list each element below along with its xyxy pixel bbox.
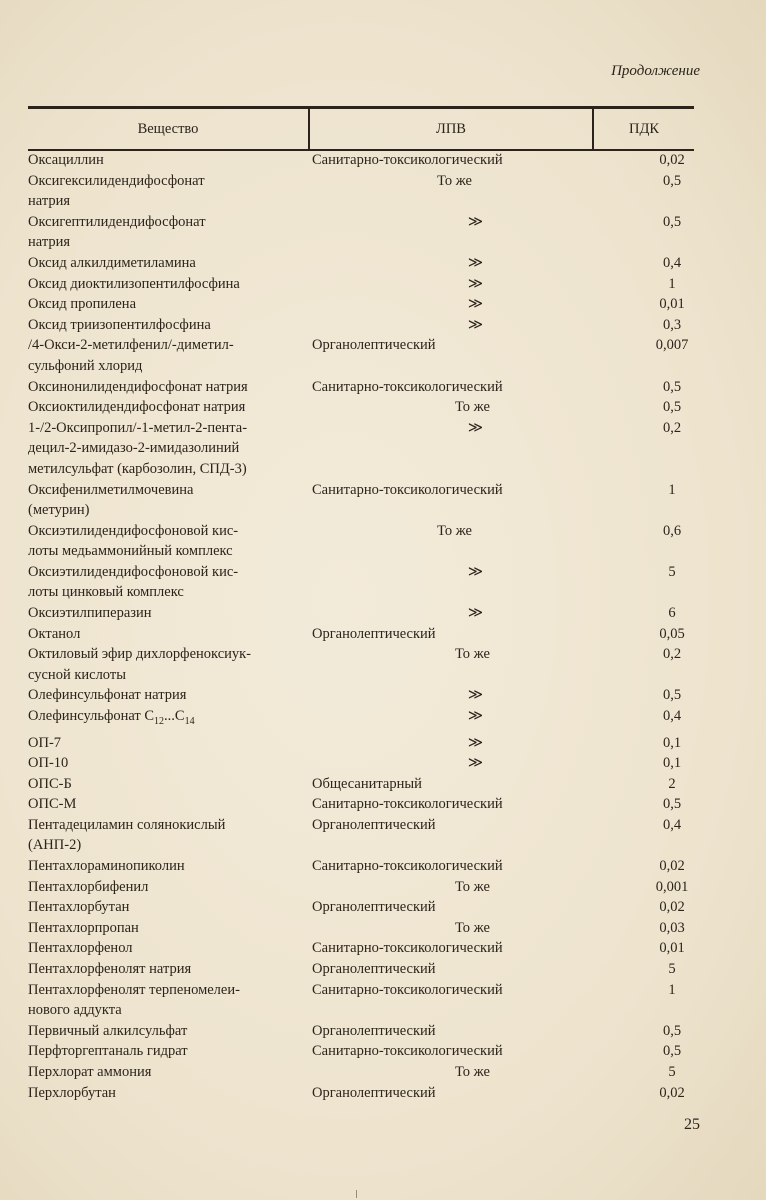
lpv-value: ≫	[467, 213, 484, 230]
substance-name-line: Олефинсульфонат натрия	[28, 687, 187, 704]
table-row	[28, 733, 698, 754]
substance-name	[28, 1021, 312, 1042]
substance-name	[28, 294, 312, 315]
pdk-value: 0,4	[662, 254, 682, 271]
table-row	[28, 644, 698, 685]
table-row	[28, 253, 698, 274]
pdk-value: 0,03	[659, 919, 685, 936]
substance-name	[28, 877, 312, 898]
substance-name-line: Перхлорат аммония	[28, 1064, 152, 1081]
substance-name	[28, 1041, 312, 1062]
substance-name-line: натрия	[28, 193, 71, 210]
lpv-value: То же	[437, 522, 472, 539]
substance-name	[28, 624, 312, 645]
pdk-value: 6	[668, 605, 676, 622]
substance-name-line: Октанол	[28, 625, 81, 642]
lpv-value: Органолептический	[312, 1022, 436, 1039]
table-row	[28, 521, 698, 562]
pdk-value: 5	[668, 1064, 676, 1081]
substance-name-line: сульфоний хлорид	[28, 357, 143, 374]
lpv-value: Органолептический	[312, 961, 436, 978]
substance-name-line: Оксид пропилена	[28, 296, 136, 313]
substance-name	[28, 1062, 312, 1083]
table-row	[28, 212, 698, 253]
substance-name	[28, 685, 312, 706]
lpv-value: Санитарно-токсикологический	[312, 152, 503, 168]
substance-name-line: ОПС-Б	[28, 775, 72, 792]
substance-name	[28, 644, 312, 685]
table-row	[28, 918, 698, 939]
substance-name	[28, 150, 312, 171]
substance-name	[28, 315, 312, 336]
table-row	[28, 794, 698, 815]
substance-name	[28, 377, 312, 398]
table-row	[28, 1041, 698, 1062]
substance-name-line: Оксиэтилпиперазин	[28, 605, 152, 622]
substance-name	[28, 959, 312, 980]
lpv-value: То же	[455, 1064, 490, 1081]
table-row	[28, 856, 698, 877]
pdk-value: 0,1	[662, 734, 682, 751]
substance-name-line: Олефинсульфонат $C_{12}...C_{14}$	[28, 708, 195, 727]
pdk-value: 0,5	[662, 687, 682, 704]
lpv-value: То же	[455, 878, 490, 895]
lpv-value: ≫	[467, 605, 484, 622]
lpv-value: Органолептический	[312, 337, 436, 354]
lpv-value: Санитарно-токсикологический	[312, 1043, 503, 1060]
substance-name	[28, 480, 312, 521]
pdk-value: 0,02	[659, 1084, 685, 1101]
table-row	[28, 603, 698, 624]
pdk-value: 0,02	[659, 152, 685, 168]
substance-name-line: лоты цинковый комплекс	[28, 584, 184, 601]
lpv-value: Органолептический	[312, 816, 436, 833]
pdk-value: 0,5	[662, 796, 682, 813]
substance-name-line: Пентахлорфенол	[28, 940, 133, 957]
table-row	[28, 335, 698, 376]
substance-name	[28, 212, 312, 253]
substance-name-line: ОП-7	[28, 734, 62, 751]
substance-name	[28, 603, 312, 624]
substance-name-line: Оксинонилидендифосфонат натрия	[28, 378, 248, 395]
substance-name	[28, 562, 312, 603]
substance-name-line: децил-2-имидазо-2-имидазолиний	[28, 440, 240, 457]
table-row	[28, 877, 698, 898]
pdk-value: 0,1	[662, 755, 682, 772]
table-row	[28, 397, 698, 418]
lpv-value: ≫	[467, 708, 484, 725]
pdk-value: 1	[668, 481, 676, 498]
pdk-value: 5	[668, 563, 676, 580]
substance-name-line: 1-/2-Оксипропил/-1-метил-2-пента-	[28, 419, 248, 436]
lpv-value: То же	[455, 919, 490, 936]
table-row	[28, 315, 698, 336]
substance-name-line: Оксиэтилидендифосфоновой кис-	[28, 563, 239, 580]
table-row	[28, 706, 698, 732]
table-row	[28, 562, 698, 603]
substance-name-line: /4-Окси-2-метилфенил/-диметил-	[28, 337, 234, 354]
pdk-value: 2	[668, 775, 676, 792]
lpv-value: ≫	[467, 755, 484, 772]
table-row	[28, 938, 698, 959]
lpv-value: Органолептический	[312, 899, 436, 916]
substance-name-line: Оксифенилметилмочевина	[28, 481, 194, 498]
pdk-value: 0,6	[662, 522, 682, 539]
substance-name	[28, 706, 312, 732]
substance-name-line: натрия	[28, 234, 71, 251]
substance-name-line: Оксид алкилдиметиламина	[28, 254, 196, 271]
substance-name	[28, 815, 312, 856]
lpv-value: Санитарно-токсикологический	[312, 858, 503, 875]
continuation-label: Продолжение	[611, 63, 700, 79]
substance-name	[28, 521, 312, 562]
substance-name-line: нового аддукта	[28, 1002, 122, 1019]
table-row	[28, 624, 698, 645]
pdk-value: 0,5	[662, 1022, 682, 1039]
lpv-value: Санитарно-токсикологический	[312, 981, 503, 998]
substance-name	[28, 171, 312, 212]
column-header-substance: Вещество	[28, 109, 310, 149]
substance-name	[28, 918, 312, 939]
pdk-value: 0,02	[659, 858, 685, 875]
table-row	[28, 980, 698, 1021]
column-header-lpv: ЛПВ	[310, 109, 594, 149]
pdk-value: 0,2	[662, 419, 682, 436]
table-row	[28, 815, 698, 856]
lpv-value: Органолептический	[312, 625, 436, 642]
pdk-value: 0,05	[659, 625, 685, 642]
pdk-value: 0,5	[662, 399, 682, 416]
substance-name-line: (метурин)	[28, 502, 90, 519]
substance-name-line: Оксиоктилидендифосфонат натрия	[28, 399, 246, 416]
lpv-value: Органолептический	[312, 1084, 436, 1101]
table-header	[28, 106, 694, 151]
lpv-value: Санитарно-токсикологический	[312, 378, 503, 395]
substance-name	[28, 980, 312, 1021]
substance-name-line: Пентахлорфенолят натрия	[28, 961, 192, 978]
page-number: 25	[684, 1116, 700, 1133]
substance-name-line: Оксигексилидендифосфонат	[28, 172, 205, 189]
substance-name	[28, 397, 312, 418]
pdk-value: 1	[668, 275, 676, 292]
substance-name	[28, 897, 312, 918]
substance-name	[28, 856, 312, 877]
table-row	[28, 1083, 698, 1104]
pdk-value: 0,02	[659, 899, 685, 916]
pdk-value: 0,5	[662, 378, 682, 395]
substance-name	[28, 335, 312, 376]
scan-mark	[356, 1190, 357, 1198]
lpv-value: ≫	[467, 316, 484, 333]
pdk-value: 0,3	[662, 316, 682, 333]
pdk-value: 0,4	[662, 816, 682, 833]
pdk-value: 0,5	[662, 172, 682, 189]
table-row	[28, 274, 698, 295]
lpv-value: То же	[455, 399, 490, 416]
substance-name-line: Перхлорбутан	[28, 1084, 116, 1101]
pdk-value: 0,01	[659, 296, 685, 313]
pdk-value: 1	[668, 981, 676, 998]
substance-name-line: Оксиэтилидендифосфоновой кис-	[28, 522, 239, 539]
table-row	[28, 480, 698, 521]
substance-name-line: лоты медьаммонийный комплекс	[28, 543, 233, 560]
pdk-value: 0,007	[655, 337, 689, 354]
pdk-value: 5	[668, 961, 676, 978]
table-row	[28, 774, 698, 795]
lpv-value: ≫	[467, 419, 484, 436]
substance-name	[28, 274, 312, 295]
lpv-value: Санитарно-токсикологический	[312, 796, 503, 813]
lpv-value: ≫	[467, 254, 484, 271]
table-row	[28, 418, 698, 480]
table-row	[28, 377, 698, 398]
substance-name-line: Оксид триизопентилфосфина	[28, 316, 211, 333]
substance-name-line: Пентахлораминопиколин	[28, 858, 185, 875]
substance-name	[28, 794, 312, 815]
substance-name-line: метилсульфат (карбозолин, СПД-3)	[28, 460, 247, 477]
substance-name-line: Оксациллин	[28, 152, 104, 168]
table-row	[28, 897, 698, 918]
table-row	[28, 1062, 698, 1083]
substance-name	[28, 938, 312, 959]
pdk-value: 0,5	[662, 1043, 682, 1060]
table-row	[28, 959, 698, 980]
substance-name	[28, 1083, 312, 1104]
substance-name-line: Пентахлорпропан	[28, 919, 139, 936]
lpv-value: То же	[437, 172, 472, 189]
pdk-value: 0,4	[662, 708, 682, 725]
substance-name	[28, 733, 312, 754]
table-body	[28, 150, 698, 1103]
lpv-value: То же	[455, 646, 490, 663]
lpv-value: ≫	[467, 563, 484, 580]
substance-name-line: ОПС-М	[28, 796, 77, 813]
substance-name	[28, 774, 312, 795]
substance-name	[28, 418, 312, 480]
pdk-value: 0,01	[659, 940, 685, 957]
table-row	[28, 294, 698, 315]
lpv-value: Общесанитарный	[312, 775, 422, 792]
lpv-value: Санитарно-токсикологический	[312, 481, 503, 498]
lpv-value: ≫	[467, 687, 484, 704]
substance-name-line: Перфторгептаналь гидрат	[28, 1043, 188, 1060]
table-row	[28, 1021, 698, 1042]
substance-name	[28, 753, 312, 774]
substance-name-line: Оксид диоктилизопентилфосфина	[28, 275, 240, 292]
lpv-value: ≫	[467, 275, 484, 292]
table-row	[28, 171, 698, 212]
table-row	[28, 150, 698, 171]
substance-name-line: Октиловый эфир дихлорфеноксиук-	[28, 646, 252, 663]
substance-name	[28, 253, 312, 274]
substance-name-line: Пентахлорбутан	[28, 899, 130, 916]
lpv-value: ≫	[467, 734, 484, 751]
pdk-value: 0,001	[655, 878, 689, 895]
lpv-value: Санитарно-токсикологический	[312, 940, 503, 957]
substance-name-line: Пентахлорбифенил	[28, 878, 149, 895]
substance-name-line: (АНП-2)	[28, 837, 82, 854]
pdk-value: 0,2	[662, 646, 682, 663]
substance-name-line: сусной кислоты	[28, 666, 126, 683]
table-row	[28, 685, 698, 706]
substance-name-line: Пентахлорфенолят терпеномелеи-	[28, 981, 240, 998]
column-header-pdk: ПДК	[628, 120, 660, 137]
substance-name-line: Пентадециламин солянокислый	[28, 816, 226, 833]
substance-name-line: ОП-10	[28, 755, 69, 772]
pdk-value: 0,5	[662, 213, 682, 230]
substance-name-line: Первичный алкилсульфат	[28, 1022, 188, 1039]
lpv-value: ≫	[467, 296, 484, 313]
table-row	[28, 753, 698, 774]
substance-name-line: Оксигептилидендифосфонат	[28, 213, 206, 230]
